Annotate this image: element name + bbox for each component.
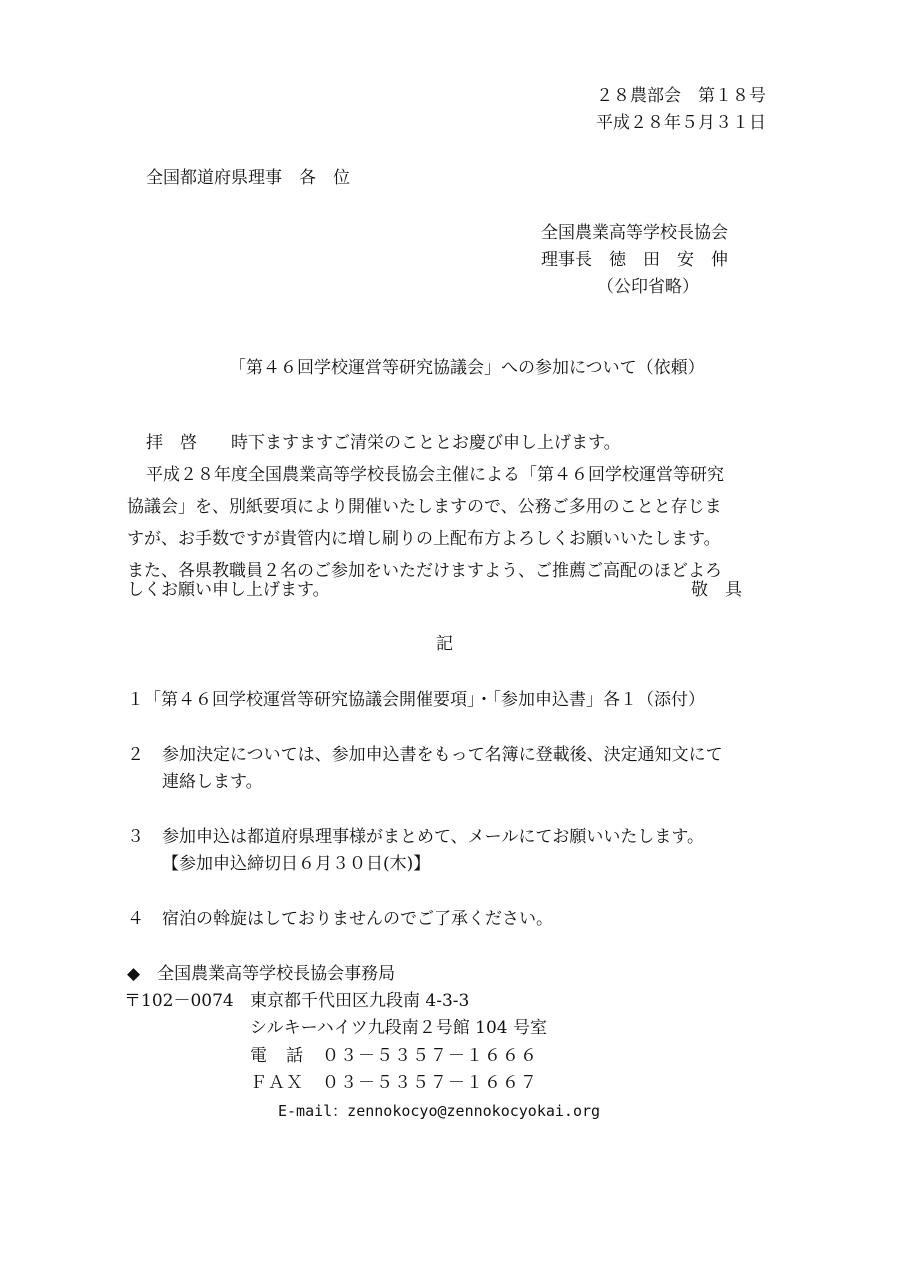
- body-line: 協議会」を、別紙要項により開催いたしますので、公務ご多用のことと存じま: [127, 497, 722, 517]
- list-item-2-number: ２: [127, 745, 144, 765]
- telephone-number: 電 話 ０３－５３５７－１６６６: [250, 1046, 538, 1066]
- list-item-3-line-1: 参加申込は都道府県理事様がまとめて、メールにてお願いいたします。: [162, 827, 704, 847]
- body-line: すが、お手数ですが貴管内に増し刷りの上配布方よろしくお願いいたします。: [127, 529, 721, 549]
- list-item-2-line-2: 連絡します。: [162, 772, 263, 792]
- sender-organization: 全国農業高等学校長協会: [541, 223, 728, 243]
- email-address: E-mail：zennokocyo@zennokocyokai.org: [278, 1102, 601, 1120]
- body-line: また、各県教職員２名のご参加をいただけますよう、ご推薦ご高配のほどよろ: [127, 561, 722, 581]
- body-line: 平成２８年度全国農業高等学校長協会主催による「第４６回学校運営等研究: [146, 465, 724, 485]
- addressee: 全国都道府県理事 各 位: [146, 168, 350, 188]
- ki-heading: 記: [436, 634, 453, 654]
- office-name: ◆ 全国農業高等学校長協会事務局: [127, 964, 396, 984]
- seal-note: （公印省略）: [597, 277, 699, 297]
- sender-chair: 理事長 徳 田 安 伸: [541, 250, 728, 270]
- body-line: しくお願い申し上げます。: [127, 580, 330, 600]
- address-line-2: シルキーハイツ九段南２号館 104 号室: [250, 1018, 547, 1038]
- list-item-1: １「第４６回学校運営等研究協議会開催要項」・「参加申込書」各１（添付）: [127, 690, 705, 710]
- list-item-4-line-1: 宿泊の斡旋はしておりませんのでご了承ください。: [162, 909, 553, 929]
- address-line-1: 東京都千代田区九段南 4-3-3: [250, 991, 470, 1011]
- closing-phrase: 敬 具: [691, 580, 742, 600]
- list-item-2-line-1: 参加決定については、参加申込書をもって名簿に登載後、決定通知文にて: [162, 745, 723, 765]
- document-date: 平成２８年５月３１日: [596, 113, 766, 133]
- list-item-3-number: ３: [127, 827, 144, 847]
- document-title: 「第４６回学校運営等研究協議会」への参加について（依頼）: [229, 358, 705, 378]
- deadline-note: 【参加申込締切日６月３０日(木)】: [162, 854, 431, 874]
- list-item-4-number: ４: [127, 909, 144, 929]
- postal-code: 〒102－0074: [124, 991, 234, 1011]
- greeting-line: 拝 啓 時下ますますご清栄のこととお慶び申し上げます。: [146, 433, 621, 453]
- fax-number: ＦＡＸ ０３－５３５７－１６６７: [250, 1073, 538, 1093]
- document-number: ２８農部会 第１８号: [596, 86, 766, 106]
